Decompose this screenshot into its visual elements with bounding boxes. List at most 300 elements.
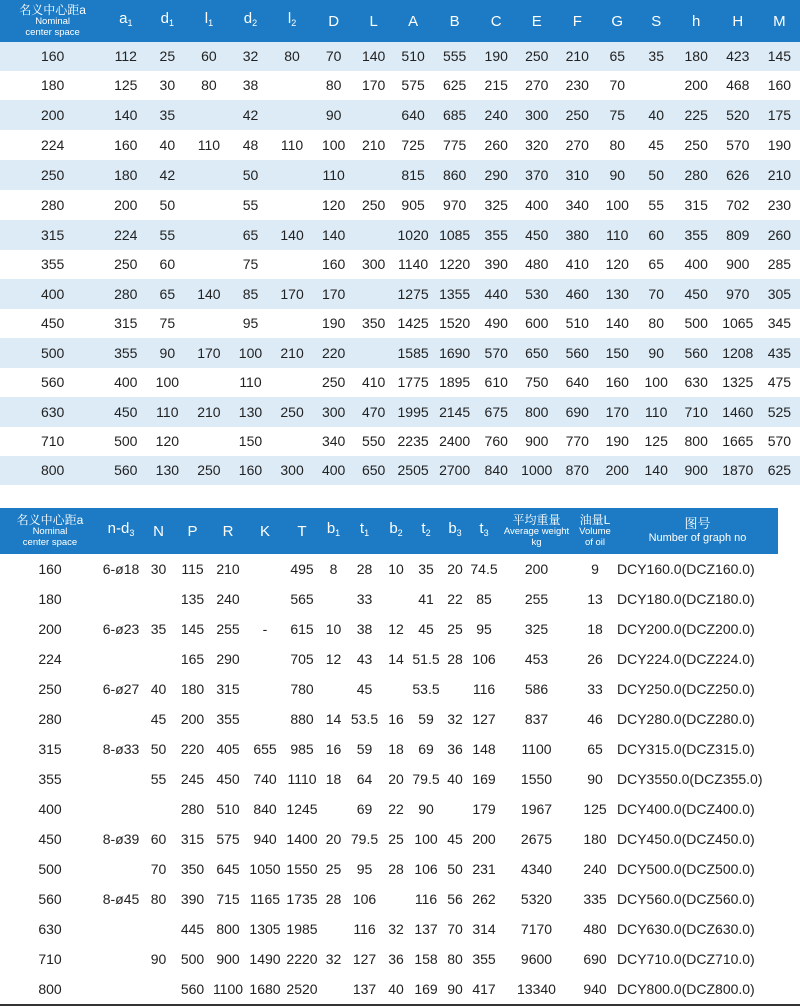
table-cell: 2145 bbox=[439, 403, 471, 420]
header-cn-label: 平均重量 bbox=[512, 512, 561, 527]
table-cell: 70 bbox=[150, 860, 167, 877]
table-cell: 100 bbox=[644, 374, 668, 390]
table-cell: 410 bbox=[361, 374, 386, 390]
row-label-cell: 180 bbox=[40, 77, 65, 93]
table-cell: 130 bbox=[238, 403, 263, 420]
table-header-row bbox=[0, 508, 778, 554]
table-cell: 28 bbox=[325, 890, 342, 907]
table-cell: 1460 bbox=[722, 403, 754, 420]
table-cell: 1967 bbox=[520, 800, 553, 817]
table-cell: 510 bbox=[216, 800, 240, 817]
table-cell: 40 bbox=[388, 980, 404, 997]
table-cell bbox=[188, 427, 229, 456]
table-cell: 45 bbox=[648, 136, 664, 153]
table-cell: 220 bbox=[180, 740, 205, 757]
table-cell: 610 bbox=[484, 374, 508, 390]
table-cell: 190 bbox=[605, 433, 629, 449]
header-B: B bbox=[434, 0, 476, 42]
table-cell: 140 bbox=[114, 106, 138, 123]
table-cell: 100 bbox=[414, 830, 438, 847]
table-cell: 840 bbox=[484, 462, 508, 478]
table-cell: 65 bbox=[242, 226, 259, 243]
header-P: P bbox=[175, 508, 210, 554]
table-cell: 200 bbox=[472, 830, 496, 847]
table-cell: 90 bbox=[159, 344, 176, 361]
table-cell: 50 bbox=[648, 166, 664, 183]
row-label-cell: 200 bbox=[38, 620, 62, 637]
table-cell bbox=[246, 584, 284, 614]
header-R: R bbox=[210, 508, 246, 554]
table-cell: 2520 bbox=[286, 980, 318, 997]
table-cell: 1665 bbox=[722, 433, 754, 449]
table-cell: 90 bbox=[587, 770, 603, 787]
table-cell: 645 bbox=[216, 860, 240, 877]
table-cell: 380 bbox=[565, 226, 589, 243]
table-cell bbox=[188, 250, 229, 279]
table-cell: 985 bbox=[290, 740, 314, 757]
table-cell: 59 bbox=[356, 740, 373, 757]
table-row bbox=[0, 824, 778, 854]
table-cell bbox=[188, 160, 229, 190]
table-cell: 5320 bbox=[520, 890, 553, 907]
table-row bbox=[0, 42, 800, 71]
table-cell: 300 bbox=[280, 462, 304, 478]
table-cell: 110 bbox=[197, 136, 221, 153]
table-cell: 1275 bbox=[397, 285, 429, 302]
table-cell: 230 bbox=[767, 196, 792, 213]
table-cell: 70 bbox=[325, 48, 342, 64]
table-row bbox=[0, 614, 778, 644]
header-t2: $t_2$ bbox=[410, 508, 442, 554]
table-cell: 53.5 bbox=[350, 710, 379, 727]
table-cell: 160 bbox=[767, 77, 792, 93]
table-cell: 1085 bbox=[439, 226, 471, 243]
table-cell bbox=[246, 644, 284, 674]
table-cell: 180 bbox=[114, 166, 138, 183]
table-cell: 490 bbox=[484, 315, 508, 331]
table-cell: 190 bbox=[767, 136, 792, 153]
table-cell: 1985 bbox=[286, 920, 318, 937]
table-cell: 460 bbox=[565, 285, 589, 302]
table-cell: 165 bbox=[180, 650, 205, 667]
table-cell: 125 bbox=[583, 800, 607, 817]
table-cell: 148 bbox=[472, 740, 496, 757]
table-cell: 160 bbox=[114, 136, 138, 153]
table-cell: 35 bbox=[150, 620, 167, 637]
table-cell: 41 bbox=[418, 590, 434, 607]
table-cell: 13 bbox=[587, 590, 603, 607]
table-cell: 75 bbox=[609, 106, 626, 123]
table-cell: 575 bbox=[401, 77, 425, 93]
table-cell: 210 bbox=[767, 166, 792, 183]
table-cell: 905 bbox=[401, 196, 425, 213]
table-cell: 1100 bbox=[521, 740, 552, 757]
table-cell: 775 bbox=[442, 136, 467, 153]
table-cell: 90 bbox=[447, 980, 463, 997]
table-cell: 53.5 bbox=[412, 680, 440, 697]
table-cell: 940 bbox=[583, 980, 607, 997]
table-row bbox=[0, 338, 800, 368]
table-cell: 137 bbox=[414, 920, 438, 937]
table-cell: 79.5 bbox=[412, 770, 440, 787]
table-cell: 340 bbox=[321, 433, 346, 449]
table-cell bbox=[272, 71, 313, 100]
table-cell: 6-ø27 bbox=[102, 680, 140, 697]
table-cell: 115 bbox=[181, 560, 204, 577]
table-cell: 250 bbox=[197, 462, 221, 478]
table-row bbox=[0, 309, 800, 338]
table-cell: 495 bbox=[290, 560, 314, 577]
table-cell: 250 bbox=[525, 48, 549, 64]
table-cell: 435 bbox=[767, 344, 792, 361]
table-cell: 1165 bbox=[249, 890, 281, 907]
table-cell: DCY224.0(DCZ224.0) bbox=[617, 650, 755, 667]
table-cell: 750 bbox=[525, 374, 549, 390]
table-cell: 2235 bbox=[397, 433, 429, 449]
table-cell: 95 bbox=[242, 315, 259, 331]
table-cell: 18 bbox=[587, 620, 603, 637]
table-cell: 116 bbox=[353, 920, 376, 937]
table-cell: 370 bbox=[525, 166, 549, 183]
table-cell: 640 bbox=[401, 106, 425, 123]
row-label-cell: 160 bbox=[38, 560, 62, 577]
row-label-cell: 560 bbox=[40, 374, 65, 390]
table-cell: 55 bbox=[159, 226, 176, 243]
header-t3: $t_3$ bbox=[468, 508, 500, 554]
header-average-weight bbox=[500, 508, 573, 554]
table-cell: 65 bbox=[587, 740, 603, 757]
header-b3: $b_3$ bbox=[442, 508, 468, 554]
table-row bbox=[0, 220, 800, 250]
table-cell: 137 bbox=[352, 980, 377, 997]
table-cell: 170 bbox=[321, 285, 346, 302]
table-cell: 335 bbox=[583, 890, 607, 907]
table-cell: 100 bbox=[155, 374, 180, 390]
table-cell bbox=[272, 190, 313, 220]
row-label-cell: 500 bbox=[38, 860, 62, 877]
table-cell: 510 bbox=[401, 48, 425, 64]
table-cell: 780 bbox=[290, 680, 314, 697]
table-cell: 565 bbox=[290, 590, 314, 607]
table-cell: 940 bbox=[253, 830, 277, 847]
table-cell: 480 bbox=[583, 920, 607, 937]
table-cell bbox=[142, 584, 175, 614]
header-en-label: Nominal bbox=[32, 525, 68, 537]
table-cell: 450 bbox=[216, 770, 240, 787]
table-cell: 18 bbox=[388, 740, 404, 757]
table-cell: 685 bbox=[442, 106, 467, 123]
table-cell: 125 bbox=[114, 77, 138, 93]
row-label-cell: 400 bbox=[38, 800, 62, 817]
table-cell bbox=[320, 794, 347, 824]
table-cell: 170 bbox=[197, 344, 221, 361]
table-cell: DCY400.0(DCZ400.0) bbox=[617, 800, 755, 817]
table-cell: 28 bbox=[356, 560, 373, 577]
table-cell: 1550 bbox=[286, 860, 318, 877]
header-b2: $b_2$ bbox=[382, 508, 410, 554]
table-cell: 870 bbox=[565, 462, 589, 478]
table-cell: DCY180.0(DCZ180.0) bbox=[617, 590, 755, 607]
header-nominal-center-space bbox=[0, 0, 105, 42]
table-cell: 170 bbox=[605, 403, 629, 420]
table-cell: 200 bbox=[524, 560, 549, 577]
table-cell: 1355 bbox=[439, 285, 471, 302]
table-cell: 2675 bbox=[520, 830, 553, 847]
table-cell: 260 bbox=[484, 136, 508, 153]
table-cell: 255 bbox=[216, 620, 240, 637]
table-cell: 640 bbox=[565, 374, 589, 390]
table-cell: 30 bbox=[159, 77, 176, 93]
table-cell: 453 bbox=[524, 650, 549, 667]
table-cell bbox=[637, 71, 676, 100]
table-cell: 180 bbox=[583, 830, 607, 847]
table-cell: 250 bbox=[280, 403, 304, 420]
table-cell: 20 bbox=[325, 830, 342, 847]
table-cell: 50 bbox=[159, 196, 176, 213]
table-cell: 80 bbox=[609, 136, 626, 153]
table-cell: DCY200.0(DCZ200.0) bbox=[617, 620, 755, 637]
table-cell: 120 bbox=[605, 256, 629, 272]
table-cell: DCY630.0(DCZ630.0) bbox=[617, 920, 755, 937]
table-cell: 315 bbox=[180, 830, 205, 847]
row-label-cell: 160 bbox=[40, 48, 65, 64]
header-en-label: center space bbox=[22, 536, 78, 548]
table-cell: 300 bbox=[321, 403, 346, 420]
header-S: S bbox=[637, 0, 676, 42]
table-cell bbox=[272, 250, 313, 279]
table-cell: 250 bbox=[684, 136, 708, 153]
table-cell: 8 bbox=[329, 560, 338, 577]
table-cell bbox=[188, 220, 229, 250]
table-cell: 180 bbox=[684, 48, 708, 64]
table-row bbox=[0, 854, 778, 884]
table-cell: 42 bbox=[242, 106, 259, 123]
table-cell: 69 bbox=[418, 740, 434, 757]
table-cell: 160 bbox=[321, 256, 346, 272]
table-row bbox=[0, 279, 800, 309]
table-cell: 570 bbox=[767, 433, 792, 449]
table-cell: 32 bbox=[388, 920, 404, 937]
header-N: N bbox=[142, 508, 175, 554]
table-cell: 7170 bbox=[520, 920, 553, 937]
row-label-cell: 200 bbox=[40, 106, 65, 123]
table-cell: 320 bbox=[525, 136, 549, 153]
table-cell: 625 bbox=[767, 462, 792, 478]
table-cell: 36 bbox=[388, 950, 404, 967]
section-divider bbox=[0, 486, 800, 508]
table-cell: 390 bbox=[484, 256, 508, 272]
header-T: T bbox=[284, 508, 320, 554]
row-label-cell: 450 bbox=[38, 830, 62, 847]
table-cell: 75 bbox=[159, 315, 176, 331]
table-cell: 225 bbox=[684, 106, 708, 123]
header-H: H bbox=[717, 0, 759, 42]
header-en-label: center space bbox=[25, 26, 80, 38]
table-cell bbox=[100, 914, 142, 944]
table-cell: 210 bbox=[361, 136, 386, 153]
row-label-cell: 355 bbox=[38, 770, 62, 787]
table-cell: 410 bbox=[565, 256, 589, 272]
table-cell bbox=[442, 674, 468, 704]
table-cell: 120 bbox=[155, 433, 180, 449]
table-cell: 45 bbox=[150, 710, 167, 727]
table-cell: 280 bbox=[684, 166, 708, 183]
table-cell: 80 bbox=[325, 77, 342, 93]
table-cell: 1425 bbox=[397, 315, 429, 331]
row-label-cell: 224 bbox=[38, 650, 62, 667]
row-label-cell: 800 bbox=[40, 462, 65, 478]
table-cell: 2505 bbox=[397, 462, 429, 478]
bottom-divider bbox=[0, 1004, 800, 1006]
table-cell: 1995 bbox=[397, 403, 429, 420]
header-graph-number bbox=[617, 508, 778, 554]
table-cell: 60 bbox=[159, 256, 176, 272]
table-cell: 10 bbox=[325, 620, 342, 637]
table-cell: 175 bbox=[767, 106, 792, 123]
row-label-cell: 710 bbox=[40, 433, 65, 449]
table-cell bbox=[272, 100, 313, 130]
row-label-cell: 630 bbox=[40, 403, 65, 420]
table-cell: 110 bbox=[239, 374, 262, 390]
header-en-label: Volume bbox=[579, 525, 611, 537]
table-cell: 1490 bbox=[249, 950, 281, 967]
row-label-cell: 400 bbox=[40, 285, 65, 302]
table-cell: 500 bbox=[684, 315, 708, 331]
table-cell: DCY250.0(DCZ250.0) bbox=[617, 680, 755, 697]
table-cell: 32 bbox=[447, 710, 463, 727]
table-cell: 51.5 bbox=[412, 650, 440, 667]
table-cell: 310 bbox=[565, 166, 589, 183]
table-cell bbox=[246, 674, 284, 704]
table-cell: 405 bbox=[216, 740, 240, 757]
table-cell: 200 bbox=[114, 196, 138, 213]
table-cell: 250 bbox=[114, 256, 138, 272]
table-cell: 32 bbox=[242, 48, 259, 64]
table-cell bbox=[142, 794, 175, 824]
table-cell bbox=[100, 764, 142, 794]
table-cell: 80 bbox=[201, 77, 217, 93]
table-cell: 355 bbox=[472, 950, 496, 967]
table-cell: 475 bbox=[767, 374, 792, 390]
table-cell: 12 bbox=[388, 620, 404, 637]
table-cell: 725 bbox=[401, 136, 425, 153]
header-cn-label: 油量L bbox=[579, 512, 611, 527]
table-row bbox=[0, 704, 778, 734]
table-cell: 615 bbox=[290, 620, 314, 637]
header-C: C bbox=[476, 0, 517, 42]
table-cell: 60 bbox=[150, 830, 167, 847]
table-cell: 50 bbox=[447, 860, 463, 877]
table-cell: 170 bbox=[361, 77, 386, 93]
table-cell: 1735 bbox=[286, 890, 318, 907]
header-E: E bbox=[517, 0, 557, 42]
table-cell: 8-ø33 bbox=[102, 740, 140, 757]
table-cell: 1895 bbox=[439, 374, 471, 390]
table-cell: 240 bbox=[583, 860, 607, 877]
row-label-cell: 280 bbox=[40, 196, 65, 213]
table-cell: 70 bbox=[609, 77, 626, 93]
header-cn-label: 名义中心距a bbox=[19, 2, 86, 17]
table-cell: 160 bbox=[605, 374, 629, 390]
table-cell: 74.5 bbox=[470, 560, 498, 577]
table-cell: 440 bbox=[484, 285, 508, 302]
table-cell: 33 bbox=[587, 680, 603, 697]
table-cell: 715 bbox=[216, 890, 240, 907]
table-cell: 140 bbox=[644, 462, 668, 478]
table-cell: 560 bbox=[684, 344, 708, 361]
dimension-table bbox=[0, 0, 800, 485]
header-en-label: Nominal bbox=[35, 15, 71, 27]
table-cell: 50 bbox=[242, 166, 259, 183]
table-cell bbox=[100, 854, 142, 884]
table-cell: 560 bbox=[180, 980, 205, 997]
table-cell: 560 bbox=[565, 344, 589, 361]
table-cell: 1065 bbox=[722, 315, 754, 331]
table-cell: 314 bbox=[472, 920, 496, 937]
table-cell: 48 bbox=[242, 136, 259, 153]
table-cell bbox=[320, 674, 347, 704]
table-cell: 190 bbox=[321, 315, 346, 331]
table-cell bbox=[320, 914, 347, 944]
table-cell: 100 bbox=[321, 136, 346, 153]
table-row bbox=[0, 674, 778, 704]
table-cell: 25 bbox=[388, 830, 404, 847]
table-cell: 160 bbox=[238, 462, 263, 478]
table-cell: 200 bbox=[605, 462, 629, 478]
table-cell bbox=[355, 279, 393, 309]
table-row bbox=[0, 644, 778, 674]
table-cell: DCY315.0(DCZ315.0) bbox=[617, 740, 755, 757]
table-cell: 840 bbox=[253, 800, 277, 817]
table-cell: 270 bbox=[565, 136, 589, 153]
table-cell: 230 bbox=[565, 77, 589, 93]
table-cell: 740 bbox=[253, 770, 277, 787]
table-cell: 1690 bbox=[439, 344, 471, 361]
header-a1: $a_1$ bbox=[105, 0, 146, 42]
table-cell: 245 bbox=[180, 770, 205, 787]
table-cell: 650 bbox=[361, 462, 386, 478]
table-cell: 90 bbox=[648, 344, 664, 361]
table-cell: 1585 bbox=[397, 344, 429, 361]
table-cell: 280 bbox=[114, 285, 138, 302]
table-cell: 40 bbox=[150, 680, 167, 697]
table-cell: 180 bbox=[180, 680, 205, 697]
table-cell: 1520 bbox=[439, 315, 471, 331]
row-label-cell: 224 bbox=[40, 136, 65, 153]
table-row bbox=[0, 71, 800, 100]
table-cell: 555 bbox=[442, 48, 467, 64]
table-cell: 800 bbox=[216, 920, 240, 937]
table-cell bbox=[272, 160, 313, 190]
table-cell bbox=[320, 974, 347, 1004]
row-label-cell: 355 bbox=[40, 256, 65, 272]
table-cell: 1000 bbox=[521, 462, 553, 478]
header-en-label: kg bbox=[531, 536, 542, 548]
header-nominal-center-space bbox=[0, 508, 100, 554]
table-cell: 75 bbox=[242, 256, 259, 272]
table-row bbox=[0, 554, 778, 584]
table-cell: DCY3550.0(DCZ355.0) bbox=[617, 770, 763, 787]
row-label-cell: 710 bbox=[38, 950, 62, 967]
table-cell: 837 bbox=[524, 710, 549, 727]
table-cell: 130 bbox=[605, 285, 629, 302]
table-cell: 705 bbox=[290, 650, 314, 667]
table-cell: 255 bbox=[524, 590, 549, 607]
header-en-label: Average weight bbox=[503, 525, 570, 537]
table-cell: 38 bbox=[356, 620, 373, 637]
table-cell: 90 bbox=[609, 166, 626, 183]
table-cell: 28 bbox=[447, 650, 463, 667]
